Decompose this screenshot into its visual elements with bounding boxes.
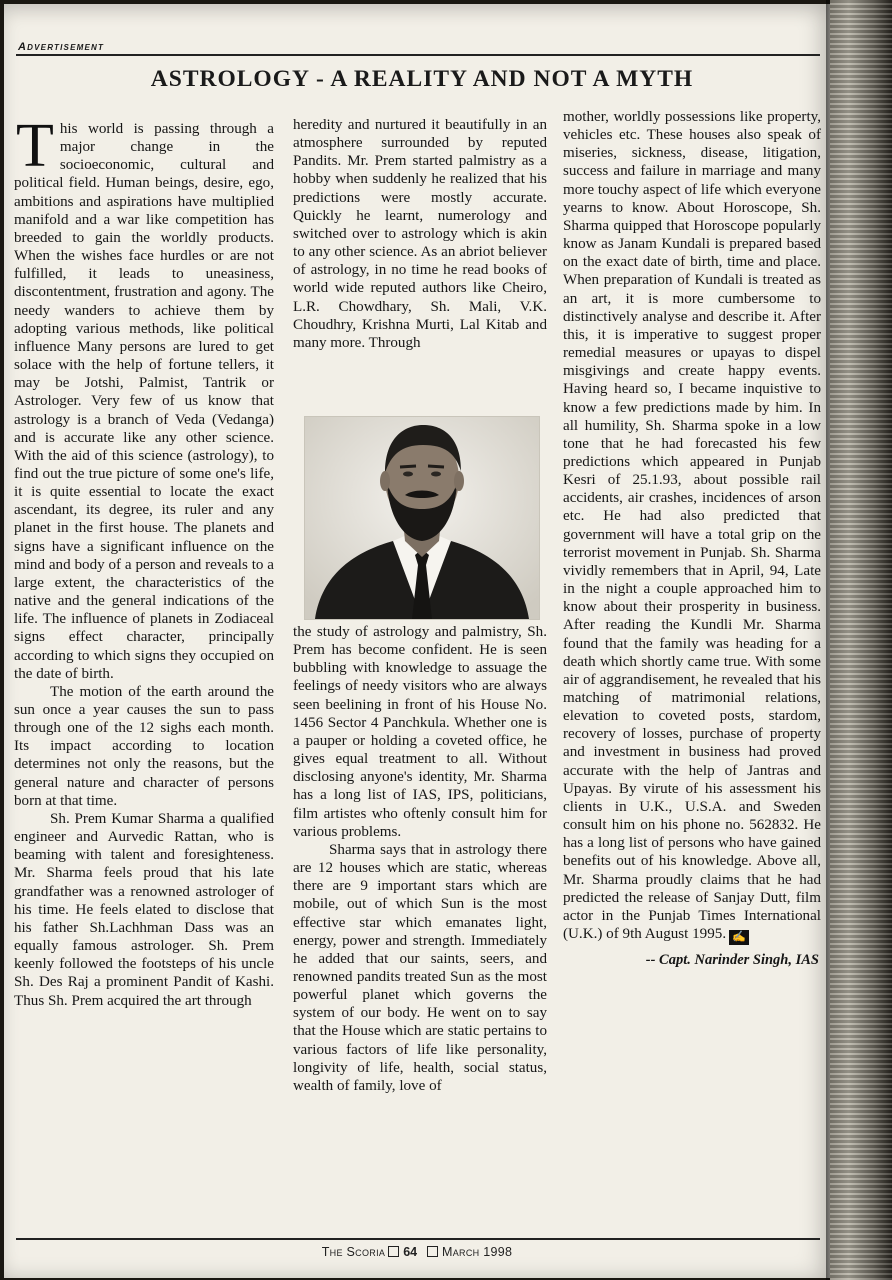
page-stack-edge: [830, 0, 892, 1280]
drop-cap: T: [16, 112, 54, 180]
paragraph-3: Sh. Prem Kumar Sharma a qualified engineer and Aurvedic Rattan, who is beaming with talent and foresighteness. Mr. Sharma feels proud that his late grandfather was a renowned astrologer of his time. He feels elated to disclose that his father Sh.Lachhman Dass was an equally famous astrologer. Sh. Prem keenly followed the footsteps of his uncle Sh. Des Raj a prominent Pandit of Kashi. Thus Sh. Prem acquired the art through: [14, 810, 274, 1009]
bottom-rule: [16, 1238, 820, 1240]
end-mark-icon: ✍: [729, 930, 749, 945]
footer-separator-icon: [388, 1246, 399, 1257]
paragraph-1-text: his world is passing through a major change in the socioeconomic, cultural and political field. Human beings, desire, ego, ambitions and aspirations have multiplied manifold and a war like competition has breeded to gain the worldly products. When the wishes face hurdles or are not fulfilled, it leads to uneasiness, discontentment, frustration and agony. The needy wanders to achieve them by adopting various methods, like political influence Many persons are lured to get solace with the help of fortune tellers, it may be Jotshi, Palmist, Tantrik or Astrologer. Very few of us know that astrology is a branch of Veda (Vedanga) and is accurate like any other science. With the aid of this science (astrology), to find out the true picture of some one's life, it is quite essential to locate the exact ascendant, its degree, its ruler and any planet in the first house. The planets and signs have a significant influence on the mind and body of a person and reveals to a large extent, the characteristics of the native and the general indications of the life. The influence of planets in Zodiaceal signs effect character, principally according to which signs they occupied on the date of birth.: [14, 121, 274, 682]
footer-separator-icon: [427, 1246, 438, 1257]
magazine-page: [4, 4, 830, 1278]
footer-date: March 1998: [442, 1245, 513, 1259]
paragraph-6: Sharma says that in astrology there are 12 houses which are static, whereas there are 9 important stars which are mobile, out of which Sun is the most effective star which emanates light, energy, power and strength. Immediately he added that our saints, seers, and renowned pandits treated Sun as the most powerful planet which governs the system of our body. He went on to say that the House which are static pertains to various factors of life like personality, longivity of life, health, social status, wealth of family, love of: [293, 841, 547, 1094]
section-label: Advertisement: [18, 41, 105, 53]
article-column-1: [14, 112, 274, 1010]
footer-page-number: 64: [403, 1245, 418, 1259]
top-rule: [16, 54, 820, 56]
article-column-2-top: [293, 116, 547, 352]
paragraph-4: heredity and nurtured it beautifully in an atmosphere surrounded by reputed Pandits. Mr. Prem started palmistry as a hobby when suddenly he realized that his predictions were mostly accurate. Quickly he learnt, numerology and switched over to astrology which is akin to any other science. As an abriot believer of astrology, in no time he read books of world wide reputed authors like Cheiro, L.R. Chowdhary, Sh. Mali, V.K. Choudhry, Krishna Murti, Lal Kitab and many more. Through: [293, 117, 547, 351]
author-signature: -- Capt. Narinder Singh, IAS: [645, 952, 819, 969]
paragraph-2: The motion of the earth around the sun once a year causes the sun to pass through one of the 12 sighs each month. Its impact according to location determines not only the reasons, but the general nature and character of persons born at that time.: [14, 683, 274, 809]
paragraph-5: the study of astrology and palmistry, Sh. Prem has become confident. He is seen bubbling with knowledge to assuage the feelings of needy visitors who are always seen beelining in front of his House No. 1456 Sector 4 Panchkula. Whether one is a pauper or holding a coveted office, he gives equal treatment to all. Without disclosing anyone's identity, Mr. Sharma has a long list of IAS, IPS, politicians, film artistes who oftenly consult him for various problems.: [293, 624, 547, 840]
footer-publication: The Scoria: [321, 1245, 386, 1259]
paragraph-7-text: mother, worldly possessions like property, vehicles etc. These houses also speak of miseries, sickness, disease, litigation, success and failure in marriage and many more touchy aspect of life which everyone yearns to know. About Horoscope, Sh. Sharma quipped that Horoscope popularly know as Janam Kundali is prepared based on the exact date of birth, time and place. When preparation of Kundali is treated as an art, it is more cumbersome to distinctively analyse and describe it. After this, it is imperative to suggest proper remedial measures or upayas to dispel misgivings and create happy events. Having heard so, I became inquistive to know a few predictions made by him. In all humility, Sh. Sharma spoke in a low tone that he had forecasted his few predictions which appeared in Punjab Kesri of 25.1.93, about possible rail accidents, air crashes, incidences of arson etc. He had also predicted that government will have a total grip on the terrorist movement in Punjab. Sh. Sharma vividly remembers that in April, 94, Late in the night a couple approached him to know about their prosperity in business. After reading the Kundli Mr. Sharma found that the family was heading for a death which shortly came true. With some air of aggrandisement, he revealed that his matching of matrimonial relations, elevation to coveted posts, stardom, recovery of losses, purchase of property and investment in business had proved accurate with the help of Jantras and Upayas. By virute of his assessment his clients in U.K., U.S.A. and Sweden consult him on his phone no. 562832. He has a long list of persons who have gained benefits out of his knowledge. Above all, Mr. Sharma proudly claims that he had predicted the release of Sanjay Dutt, film actor in the Punjab Times International (U.K.) of 9th August 1995.: [563, 109, 821, 943]
page-footer: [4, 1245, 830, 1259]
portrait-photo: [304, 416, 540, 620]
paragraph-1: [14, 112, 274, 683]
article-column-2-bottom: [293, 623, 547, 1095]
article-column-3: [563, 108, 821, 969]
paragraph-7: [563, 108, 821, 945]
portrait-illustration: [305, 417, 539, 619]
headline: ASTROLOGY - A REALITY AND NOT A MYTH: [150, 66, 694, 92]
